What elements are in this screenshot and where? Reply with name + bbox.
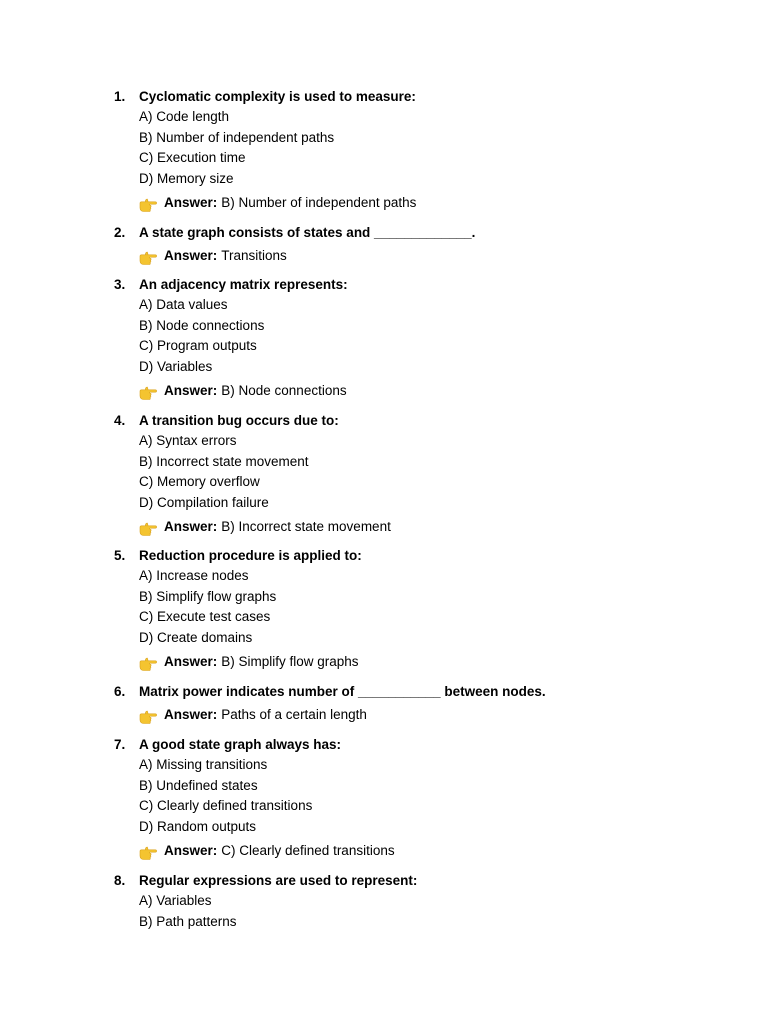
option-a: A) Data values xyxy=(139,297,228,312)
question-heading xyxy=(114,410,734,431)
answer-line xyxy=(114,191,734,214)
option-b: B) Number of independent paths xyxy=(139,129,335,145)
question-text: A good state graph always has: xyxy=(139,737,342,752)
question-7 xyxy=(114,734,734,862)
answer-text: B) Incorrect state movement xyxy=(221,518,391,534)
question-number: 6. xyxy=(114,684,126,699)
answer-line xyxy=(114,244,734,267)
question-2 xyxy=(114,222,734,267)
option-list xyxy=(114,107,734,190)
question-heading xyxy=(114,222,734,243)
option-c: C) Memory overflow xyxy=(139,474,260,490)
answer-text: Transitions xyxy=(221,248,287,263)
option-c: C) Execute test cases xyxy=(139,609,271,625)
answer-label: Answer: xyxy=(164,248,218,263)
option-list xyxy=(114,431,734,514)
question-text: Matrix power indicates number of ___________ between nodes. xyxy=(139,684,546,699)
question-number: 5. xyxy=(114,548,126,563)
option-d: D) Variables xyxy=(139,359,213,375)
option-c: C) Clearly defined transitions xyxy=(139,798,313,814)
option-list xyxy=(114,891,734,932)
option-d: D) Compilation failure xyxy=(139,495,269,511)
question-heading xyxy=(114,870,734,891)
answer-text: B) Number of independent paths xyxy=(221,194,417,210)
question-number: 1. xyxy=(114,89,126,104)
option-a: A) Variables xyxy=(139,893,212,908)
answer-text: C) Clearly defined transitions xyxy=(221,842,395,858)
pointing-hand-icon xyxy=(139,520,157,534)
question-5 xyxy=(114,545,734,673)
question-number: 2. xyxy=(114,225,126,240)
question-text: Reduction procedure is applied to: xyxy=(139,548,362,563)
question-text: Cyclomatic complexity is used to measure: xyxy=(139,89,416,104)
option-list xyxy=(114,755,734,838)
question-heading xyxy=(114,734,734,755)
answer-label: Answer: xyxy=(164,518,218,534)
answer-line xyxy=(114,703,734,726)
option-a: A) Syntax errors xyxy=(139,433,237,448)
option-d: D) Create domains xyxy=(139,630,253,646)
option-a: A) Increase nodes xyxy=(139,568,249,583)
option-c: C) Program outputs xyxy=(139,338,257,354)
pointing-hand-icon xyxy=(139,844,157,858)
question-number: 7. xyxy=(114,737,126,752)
option-list xyxy=(114,566,734,649)
option-b: B) Simplify flow graphs xyxy=(139,588,277,604)
pointing-hand-icon xyxy=(139,655,157,669)
question-8 xyxy=(114,870,734,932)
pointing-hand-icon xyxy=(139,249,157,263)
question-heading xyxy=(114,274,734,295)
answer-label: Answer: xyxy=(164,382,218,398)
answer-label: Answer: xyxy=(164,707,218,722)
answer-label: Answer: xyxy=(164,842,218,858)
question-text: An adjacency matrix represents: xyxy=(139,277,348,292)
question-text: Regular expressions are used to represent: xyxy=(139,873,418,888)
question-number: 3. xyxy=(114,277,126,292)
pointing-hand-icon xyxy=(139,708,157,722)
answer-text: B) Node connections xyxy=(221,382,347,398)
question-number: 8. xyxy=(114,873,126,888)
option-list xyxy=(114,295,734,378)
option-d: D) Memory size xyxy=(139,171,234,187)
question-text: A state graph consists of states and _____________. xyxy=(139,225,476,240)
question-heading xyxy=(114,681,734,702)
option-c: C) Execution time xyxy=(139,150,246,166)
option-b: B) Undefined states xyxy=(139,777,258,793)
question-4 xyxy=(114,410,734,538)
question-6 xyxy=(114,681,734,726)
option-b: B) Incorrect state movement xyxy=(139,453,309,469)
question-heading xyxy=(114,86,734,107)
question-text: A transition bug occurs due to: xyxy=(139,413,339,428)
answer-label: Answer: xyxy=(164,653,218,669)
pointing-hand-icon xyxy=(139,384,157,398)
answer-line xyxy=(114,379,734,402)
answer-line xyxy=(114,839,734,862)
question-heading xyxy=(114,545,734,566)
answer-text: B) Simplify flow graphs xyxy=(221,653,359,669)
option-b: B) Node connections xyxy=(139,317,265,333)
option-d: D) Random outputs xyxy=(139,819,257,835)
answer-text: Paths of a certain length xyxy=(221,707,367,722)
pointing-hand-icon xyxy=(139,196,157,210)
answer-line xyxy=(114,650,734,673)
answer-line xyxy=(114,515,734,538)
option-a: A) Code length xyxy=(139,109,230,124)
question-3 xyxy=(114,274,734,402)
question-1 xyxy=(114,86,734,214)
answer-label: Answer: xyxy=(164,194,218,210)
option-a: A) Missing transitions xyxy=(139,757,268,772)
option-b: B) Path patterns xyxy=(139,913,237,929)
question-number: 4. xyxy=(114,413,126,428)
